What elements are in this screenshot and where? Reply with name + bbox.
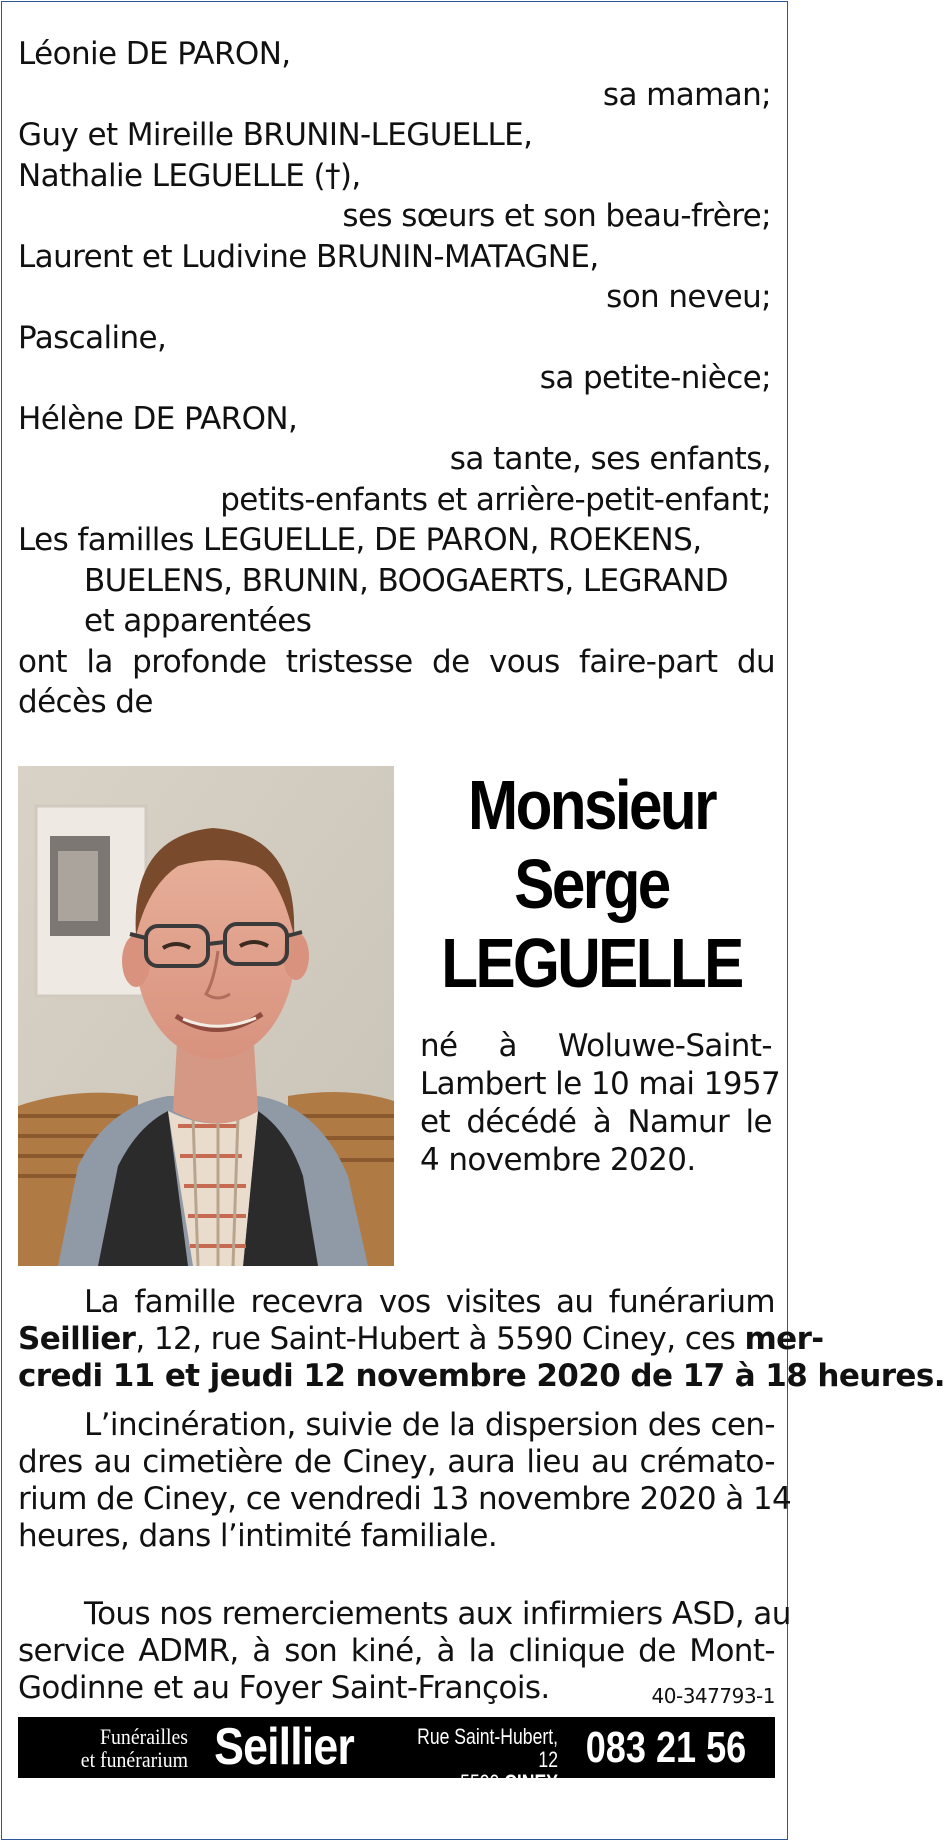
banner-zip: 5590	[460, 1770, 505, 1795]
name-title: Monsieur	[468, 766, 715, 844]
funeral-home-name: Seillier	[18, 1321, 136, 1357]
birth-line: né à Woluwe-Saint-	[420, 1028, 772, 1064]
cremation-line: L’incinération, suivie de la dispersion des cen-	[84, 1407, 775, 1443]
thanks-line: Godinne et au Foyer Saint-François.	[18, 1670, 550, 1706]
visits-line: La famille recevra vos visites au funérarium	[84, 1284, 775, 1320]
funeral-home-banner	[18, 1717, 775, 1833]
cremation-line: heures, dans l’intimité familiale.	[18, 1518, 498, 1554]
announcement-intro-end: décès de	[18, 684, 153, 720]
family-line: Les familles LEGUELLE, DE PARON, ROEKENS,	[18, 522, 702, 558]
banner-address	[404, 1725, 558, 1794]
family-relation: petits-enfants et arrière-petit-enfant;	[220, 481, 771, 518]
banner-street: Rue Saint-Hubert, 12	[417, 1724, 558, 1772]
family-line: Léonie DE PARON,	[18, 36, 291, 72]
banner-label	[46, 1725, 188, 1771]
visits-address: , 12, rue Saint-Hubert à 5590 Ciney, ces	[135, 1321, 745, 1357]
banner-brand: Seillier	[214, 1718, 354, 1776]
family-line: et apparentées	[84, 603, 312, 639]
birth-line: Lambert le 10 mai 1957	[420, 1066, 781, 1102]
portrait-illustration	[18, 766, 394, 1266]
portrait-photo	[18, 766, 394, 1266]
cremation-paragraph	[18, 1407, 792, 1555]
visits-paragraph	[18, 1284, 945, 1395]
family-relation: son neveu;	[606, 279, 771, 315]
banner-city: CINEY	[504, 1770, 558, 1795]
cremation-line: rium de Ciney, ce vendredi 13 novembre 2020 à 14	[18, 1481, 792, 1517]
thanks-line: Tous nos remerciements aux infirmiers ASD, au	[84, 1596, 791, 1632]
name-first: Serge	[514, 845, 669, 923]
visits-day-part: mer-	[744, 1321, 824, 1357]
family-line: Pascaline,	[18, 319, 167, 356]
banner-city-line	[404, 1771, 558, 1794]
visits-schedule: credi 11 et jeudi 12 novembre 2020 de 17 à 18 heures.	[18, 1358, 945, 1394]
portrait-section	[18, 766, 781, 1266]
family-relation: sa petite-nièce;	[539, 360, 771, 396]
death-line: et décédé à Namur le	[420, 1104, 772, 1140]
family-line: Nathalie LEGUELLE (†),	[18, 157, 361, 194]
thanks-line: service ADMR, à son kiné, à la clinique de Mont-	[18, 1633, 775, 1669]
family-line: Laurent et Ludivine BRUNIN-MATAGNE,	[18, 238, 599, 275]
family-line: BUELENS, BRUNIN, BOOGAERTS, LEGRAND	[84, 562, 729, 599]
family-line: Hélène DE PARON,	[18, 400, 298, 437]
birth-death-details	[420, 1027, 781, 1179]
family-relation: sa tante, ses enfants,	[449, 441, 771, 477]
family-relation: sa maman;	[602, 76, 771, 113]
banner-phone: 083 21 56 02	[585, 1723, 747, 1833]
death-line: 4 novembre 2020.	[420, 1142, 696, 1178]
family-line: Guy et Mireille BRUNIN-LEGUELLE,	[18, 117, 533, 153]
cremation-line: dres au cimetière de Ciney, aura lieu au crémato-	[18, 1444, 775, 1480]
name-last: LEGUELLE	[441, 924, 742, 1002]
family-relation: ses sœurs et son beau-frère;	[342, 198, 771, 234]
announcement-intro: ont la profonde tristesse de vous faire-part du	[18, 643, 775, 680]
banner-label-line: Funérailles	[100, 1724, 188, 1749]
reference-number: 40-347793-1	[651, 1684, 775, 1708]
deceased-name	[434, 766, 750, 1003]
visits-line	[18, 1321, 824, 1358]
banner-label-line: et funérarium	[80, 1747, 188, 1772]
